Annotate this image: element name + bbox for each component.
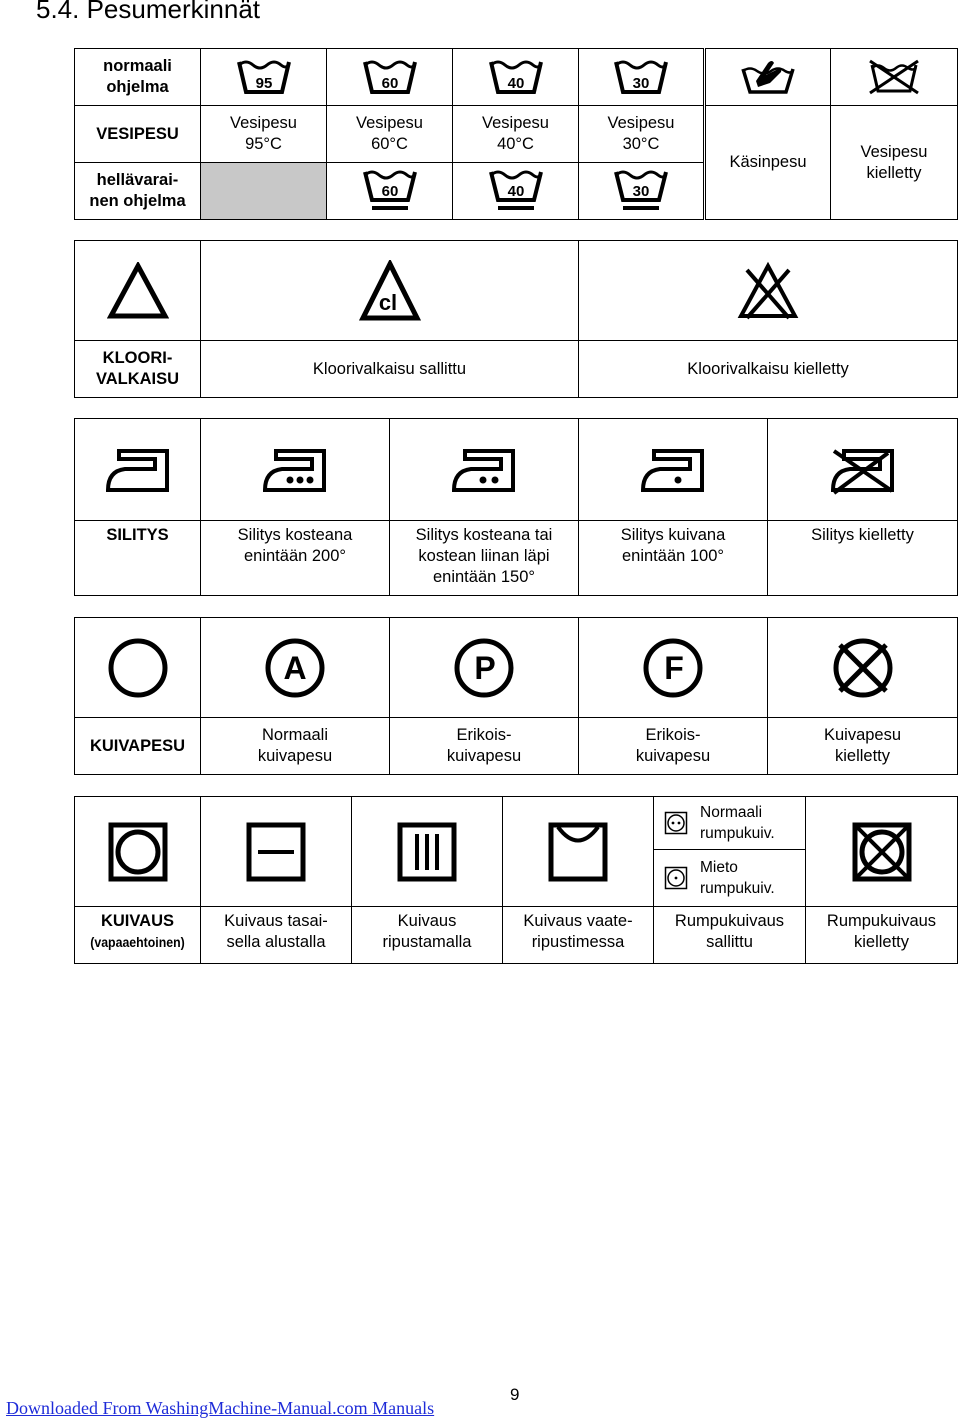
dry-clean-special-text-p: Erikois- kuivapesu — [390, 718, 579, 775]
chlorine-cl-icon — [201, 241, 579, 341]
iron-high-text: Silitys kosteana enintään 200° — [201, 521, 390, 596]
chlorine-label: KLOORI- VALKAISU — [75, 341, 201, 398]
iron-icon — [75, 419, 201, 521]
chlorine-allowed-icon — [75, 241, 201, 341]
gray-cell — [201, 163, 327, 220]
tumble-dry-icon — [75, 797, 201, 907]
chlorine-table — [74, 240, 958, 398]
iron-forbidden-text: Silitys kielletty — [768, 521, 958, 596]
gentle-program-label: hellävarai- nen ohjelma — [75, 163, 201, 220]
dry-clean-letter: F — [664, 649, 684, 686]
wash-temp-label: 40 — [507, 183, 524, 200]
dry-clean-p-icon — [390, 618, 579, 718]
iron-medium-icon — [390, 419, 579, 521]
dry-clean-f-icon — [579, 618, 768, 718]
iron-low-icon — [579, 419, 768, 521]
wash-temp-label: 40 — [507, 75, 524, 92]
dry-cleaning-label: KUIVAPESU — [75, 718, 201, 775]
wash-40-icon — [453, 49, 579, 106]
dry-clean-forbidden-icon — [768, 618, 958, 718]
wash-30-icon — [579, 49, 705, 106]
wash-forbidden-text: Vesipesu kielletty — [831, 106, 958, 220]
line-dry-text: Kuivaus ripustamalla — [352, 907, 503, 964]
tumble-allowed-text: Rumpukuivaus sallittu — [654, 907, 806, 964]
chlorine-forbidden-text: Kloorivalkaisu kielletty — [579, 341, 958, 398]
wash-40-text: Vesipesu 40°C — [453, 106, 579, 163]
gentle-wash-30-icon — [579, 163, 705, 220]
gentle-wash-60-icon — [327, 163, 453, 220]
wash-temp-label: 60 — [381, 183, 398, 200]
drying-label: KUIVAUS — [100, 912, 175, 930]
wash-95-icon — [201, 49, 327, 106]
wash-temp-label: 30 — [632, 183, 650, 200]
iron-low-text: Silitys kuivana enintään 100° — [579, 521, 768, 596]
dry-clean-letter: P — [474, 649, 496, 686]
page-title: 5.4. Pesumerkinnät — [36, 0, 261, 24]
wash-forbidden-icon — [831, 49, 958, 106]
tumble-normal-cell — [654, 797, 806, 850]
wash-30-text: Vesipesu 30°C — [579, 106, 705, 163]
tumble-normal-text: Normaali rumpukuiv. — [700, 804, 775, 842]
footer-download-link[interactable]: Downloaded From WashingMachine-Manual.com Manuals — [6, 1398, 435, 1418]
dry-flat-text: Kuivaus tasai- sella alustalla — [201, 907, 352, 964]
washing-table — [74, 48, 958, 220]
wash-60-text: Vesipesu 60°C — [327, 106, 453, 163]
normal-program-label: normaali ohjelma — [75, 49, 201, 106]
wash-temp-label: 30 — [632, 75, 650, 92]
drying-label-cell — [75, 907, 201, 964]
tumble-normal-icon — [664, 811, 688, 835]
chlorine-forbidden-icon — [579, 241, 958, 341]
hand-wash-icon — [705, 49, 831, 106]
hanger-dry-icon — [503, 797, 654, 907]
dry-clean-forbidden-text: Kuivapesu kielletty — [768, 718, 958, 775]
dry-cleaning-table — [74, 617, 958, 775]
dry-clean-normal-text: Normaali kuivapesu — [201, 718, 390, 775]
dry-clean-a-icon — [201, 618, 390, 718]
gentle-wash-40-icon — [453, 163, 579, 220]
tumble-gentle-icon — [664, 866, 688, 890]
chlorine-allowed-text: Kloorivalkaisu sallittu — [201, 341, 579, 398]
hand-wash-text: Käsinpesu — [705, 106, 831, 220]
wash-60-icon — [327, 49, 453, 106]
hanger-dry-text: Kuivaus vaate- ripustimessa — [503, 907, 654, 964]
ironing-table — [74, 418, 958, 596]
chlorine-cl-label: cl — [378, 289, 397, 315]
tumble-gentle-text: Mieto rumpukuiv. — [700, 859, 775, 897]
tumble-forbidden-text: Rumpukuivaus kielletty — [806, 907, 958, 964]
wash-95-text: Vesipesu 95°C — [201, 106, 327, 163]
iron-forbidden-icon — [768, 419, 958, 521]
wash-temp-label: 60 — [381, 75, 398, 92]
dry-clean-icon — [75, 618, 201, 718]
tumble-forbidden-icon — [806, 797, 958, 907]
dry-flat-icon — [201, 797, 352, 907]
drying-sublabel: (vapaaehtoinen) — [90, 934, 185, 950]
tumble-gentle-cell — [654, 850, 806, 907]
washing-label: VESIPESU — [75, 106, 201, 163]
ironing-label: SILITYS — [75, 521, 201, 596]
wash-temp-label: 95 — [255, 75, 272, 92]
dry-clean-special-text-f: Erikois- kuivapesu — [579, 718, 768, 775]
iron-high-icon — [201, 419, 390, 521]
iron-medium-text: Silitys kosteana tai kostean liinan läpi enintään 150° — [390, 521, 579, 596]
line-dry-icon — [352, 797, 503, 907]
page-number: 9 — [510, 1385, 520, 1404]
dry-clean-letter: A — [283, 649, 307, 686]
drying-table — [74, 796, 958, 964]
